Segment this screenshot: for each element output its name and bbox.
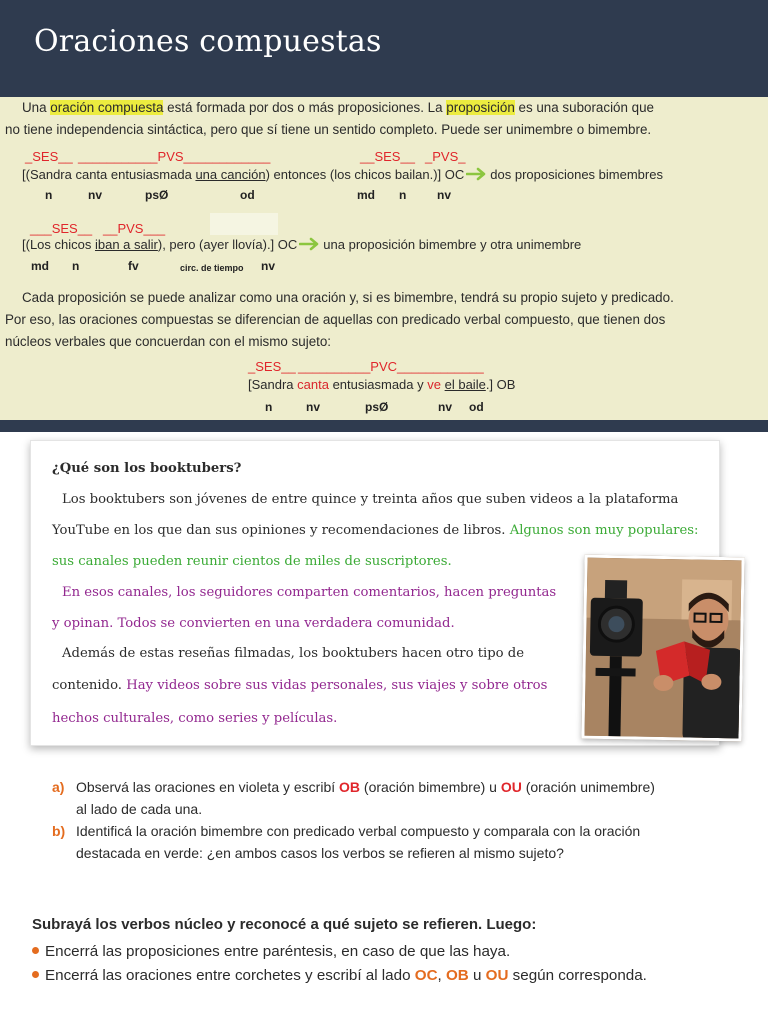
ex1-tag: psØ — [145, 188, 169, 202]
ex2-label-pvs: __PVS___ — [103, 221, 166, 236]
intro-line-1: Una oración compuesta está formada por dos o más proposiciones. La proposición es una suboración que — [22, 100, 654, 115]
ex1-label-pvs-2: _PVS_ — [425, 149, 466, 164]
card-line: contenido. Hay videos sobre sus vidas personales, sus viajes y sobre otros — [52, 678, 548, 693]
activity-b-line-1: Identificá la oración bimembre con predicado verbal compuesto y comparala con la oración — [76, 823, 641, 839]
bullet-dot-icon — [32, 971, 39, 978]
ex3-tag: n — [265, 400, 273, 414]
ex1-label-ses-2: __SES__ — [360, 149, 415, 164]
activity-b-letter: b) — [52, 823, 66, 839]
violet-sentence: hechos culturales, como series y películas. — [52, 711, 338, 726]
ex1-tag: n — [45, 188, 53, 202]
instructions-heading: Subrayá los verbos núcleo y reconocé a qué sujeto se refieren. Luego: — [32, 916, 537, 933]
para2-line-1: Cada proposición se puede analizar como una oración y, si es bimembre, tendrá su propio sujeto y predicado. — [22, 290, 674, 305]
ex1-sentence: [(Sandra canta entusiasmada una canción) entonces (los chicos bailan.)] OC dos proposiciones bimembres — [22, 167, 663, 182]
page-title: Oraciones compuestas — [34, 24, 382, 59]
highlight-oracion-compuesta: oración compuesta — [50, 100, 164, 115]
violet-sentence: En esos canales, los seguidores comparten comentarios, hacen preguntas — [62, 585, 557, 600]
ex3-label-pvc: __________PVC____________ — [298, 359, 484, 374]
activity-b-line-2: destacada en verde: ¿en ambos casos los verbos se refieren al mismo sujeto? — [76, 845, 564, 861]
blank-patch — [210, 213, 278, 235]
ex3-sentence: [Sandra canta entusiasmada y ve el baile.] OB — [248, 377, 516, 392]
para2-line-3: núcleos verbales que concuerdan con el mismo sujeto: — [5, 334, 332, 349]
ex3-tag: od — [469, 400, 484, 414]
activity-a-line-2: al lado de cada una. — [76, 801, 203, 817]
card-title: ¿Qué son los booktubers? — [52, 461, 242, 476]
ex1-tag: n — [399, 188, 407, 202]
ex2-tag: circ. de tiempo — [180, 263, 244, 273]
page-header — [0, 0, 768, 97]
green-sentence: Algunos son muy populares: — [509, 523, 699, 538]
green-sentence: sus canales pueden reunir cientos de miles de suscriptores. — [52, 554, 452, 569]
ex3-tag: nv — [306, 400, 321, 414]
booktuber-photo — [581, 555, 744, 742]
violet-sentence: Hay videos sobre sus vidas personales, sus viajes y sobre otros — [126, 678, 548, 693]
bullet-item: Encerrá las proposiciones entre paréntesis, en caso de que las haya. — [32, 943, 510, 960]
ex2-tag: n — [72, 259, 80, 273]
ex1-tag: od — [240, 188, 255, 202]
card-line: YouTube en los que dan sus opiniones y recomendaciones de libros. Algunos son muy populares: — [52, 523, 699, 538]
activity-a-letter: a) — [52, 779, 65, 795]
ex1-tag: nv — [88, 188, 103, 202]
ex2-label-ses: ___SES__ — [30, 221, 93, 236]
booktuber-illustration — [584, 558, 744, 742]
violet-sentence: y opinan. Todos se convierten en una verdadera comunidad. — [52, 616, 455, 631]
ex3-tag: psØ — [365, 400, 389, 414]
ex1-tag: nv — [437, 188, 452, 202]
para2-line-2: Por eso, las oraciones compuestas se diferencian de aquellas con predicado verbal compuesto, que tienen dos — [5, 312, 666, 327]
intro-line-2: no tiene independencia sintáctica, pero que sí tiene un sentido completo. Puede ser unimembre o bimembre. — [5, 122, 652, 137]
activity-a-line-1: Observá las oraciones en violeta y escribí OB (oración bimembre) u OU (oración unimembre) — [76, 779, 655, 795]
ex3-label-ses: _SES__ — [248, 359, 296, 374]
arrow-right-icon — [466, 167, 488, 181]
ex2-tag: md — [31, 259, 49, 273]
arrow-right-icon — [299, 237, 321, 251]
card-line: Los booktubers son jóvenes de entre quince y treinta años que suben videos a la plataforma — [62, 492, 679, 507]
ex2-tag: fv — [128, 259, 139, 273]
ex3-tag: nv — [438, 400, 453, 414]
ex1-label-ses-1: _SES__ — [25, 149, 73, 164]
ex1-label-pvs-1: ___________PVS____________ — [78, 149, 271, 164]
ex2-tag: nv — [261, 259, 276, 273]
highlight-proposicion: proposición — [446, 100, 515, 115]
ex1-tag: md — [357, 188, 375, 202]
bullet-dot-icon — [32, 947, 39, 954]
bullet-item: Encerrá las oraciones entre corchetes y escribí al lado OC, OB u OU según corresponda. — [32, 967, 647, 984]
divider-band — [0, 420, 768, 432]
card-line: Además de estas reseñas filmadas, los booktubers hacen otro tipo de — [62, 646, 525, 661]
ex2-sentence: [(Los chicos iban a salir), pero (ayer llovía).] OC una proposición bimembre y otra unimembre — [22, 237, 582, 252]
theory-box — [0, 97, 768, 420]
